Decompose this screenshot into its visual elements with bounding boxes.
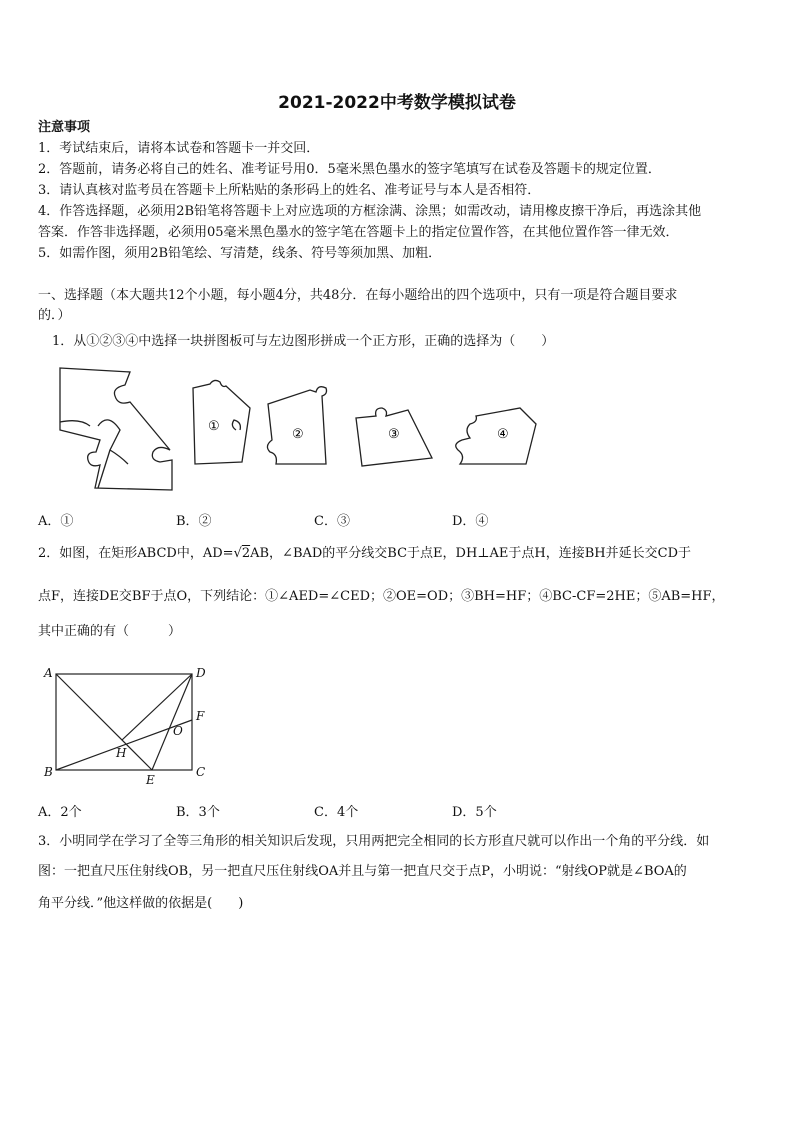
q1-base-figure xyxy=(60,368,172,490)
q2-line-2: 点F，连接DE交BF于点O，下列结论：①∠AED=∠CED；②OE=OD；③BH=HF；④BC-CF=2HE；⑤AB=HF， xyxy=(38,589,725,604)
q2-line-1-a: 2．如图，在矩形ABCD中，AD= xyxy=(38,546,234,561)
label-e: E xyxy=(146,773,155,787)
label-d: D xyxy=(196,666,206,680)
label-o: O xyxy=(173,724,183,738)
q2-figure xyxy=(38,660,228,790)
q1-option-c[interactable]: C．③ xyxy=(314,514,350,529)
section-heading: 一、选择题（本大题共12个小题，每小题4分，共48分．在每小题给出的四个选项中，只有一项是符合题目要求 xyxy=(38,288,678,303)
q2-line-3: 其中正确的有（ ） xyxy=(38,624,182,639)
label-h: H xyxy=(116,746,127,760)
q1-piece-1 xyxy=(193,380,250,464)
q3-line-3: 角平分线．”他这样做的依据是( ) xyxy=(38,896,244,911)
notice-heading: 注意事项 xyxy=(38,120,91,135)
q2-line-1 xyxy=(38,544,758,564)
q3-line-1: 3．小明同学在学习了全等三角形的相关知识后发现，只用两把完全相同的长方形直尺就可以作出一个角的平分线．如 xyxy=(38,834,710,849)
segment-bf xyxy=(56,720,192,770)
q1-piece-2 xyxy=(267,387,326,464)
q1-piece-4-label: ④ xyxy=(497,427,509,442)
q2-options xyxy=(38,801,590,820)
q1-piece-4 xyxy=(456,408,536,464)
q2-option-a[interactable]: A．2个 xyxy=(38,805,82,820)
notice-item-4-cont: 答案．作答非选择题，必须用05毫米黑色墨水的签字笔在答题卡上的指定位置作答，在其他位置作答一律无效． xyxy=(38,225,679,240)
sqrt-radicand: 2 xyxy=(241,546,251,561)
q1-piece-1-label: ① xyxy=(208,419,220,434)
q1-option-a[interactable]: A．① xyxy=(38,514,74,529)
q1-piece-3-label: ③ xyxy=(388,427,400,442)
q2-option-b[interactable]: B．3个 xyxy=(176,805,220,820)
page-title: 2021-2022中考数学模拟试卷 xyxy=(278,93,516,113)
q1-figure xyxy=(50,360,550,500)
notice-item-5: 5．如需作图，须用2B铅笔绘、写清楚，线条、符号等须加黑、加粗． xyxy=(38,246,442,261)
q3-line-2: 图：一把直尺压住射线OB，另一把直尺压住射线OA并且与第一把直尺交于点P，小明说：“射线OP就是∠BOA的 xyxy=(38,864,687,879)
label-f: F xyxy=(196,709,205,723)
q2-line-1-b: AB，∠BAD的平分线交BC于点E，DH⊥AE于点H，连接BH并延长交CD于 xyxy=(250,546,691,561)
label-b: B xyxy=(44,765,53,779)
segment-ae xyxy=(56,674,152,770)
q1-options xyxy=(38,510,590,529)
q1-stem: 1．从①②③④中选择一块拼图板可与左边图形拼成一个正方形，正确的选择为（ ） xyxy=(52,334,555,349)
section-heading-cont: 的．） xyxy=(38,308,71,323)
label-c: C xyxy=(196,765,206,779)
notice-item-1: 1．考试结束后，请将本试卷和答题卡一并交回． xyxy=(38,141,320,156)
q1-option-d[interactable]: D．④ xyxy=(452,514,489,529)
label-a: A xyxy=(44,666,53,680)
notice-item-2: 2．答题前，请务必将自己的姓名、准考证号用0．5毫米黑色墨水的签字笔填写在试卷及答题卡的规定位置． xyxy=(38,162,661,177)
q2-option-c[interactable]: C．4个 xyxy=(314,805,359,820)
notice-item-4: 4．作答选择题，必须用2B铅笔将答题卡上对应选项的方框涂满、涂黑；如需改动，请用橡皮擦干净后，再选涂其他 xyxy=(38,204,702,219)
notice-item-3: 3．请认真核对监考员在答题卡上所粘贴的条形码上的姓名、准考证号与本人是否相符． xyxy=(38,183,541,198)
sqrt-symbol: √ xyxy=(233,546,242,561)
q1-option-b[interactable]: B．② xyxy=(176,514,212,529)
q1-piece-2-label: ② xyxy=(292,427,304,442)
q2-option-d[interactable]: D．5个 xyxy=(452,805,497,820)
